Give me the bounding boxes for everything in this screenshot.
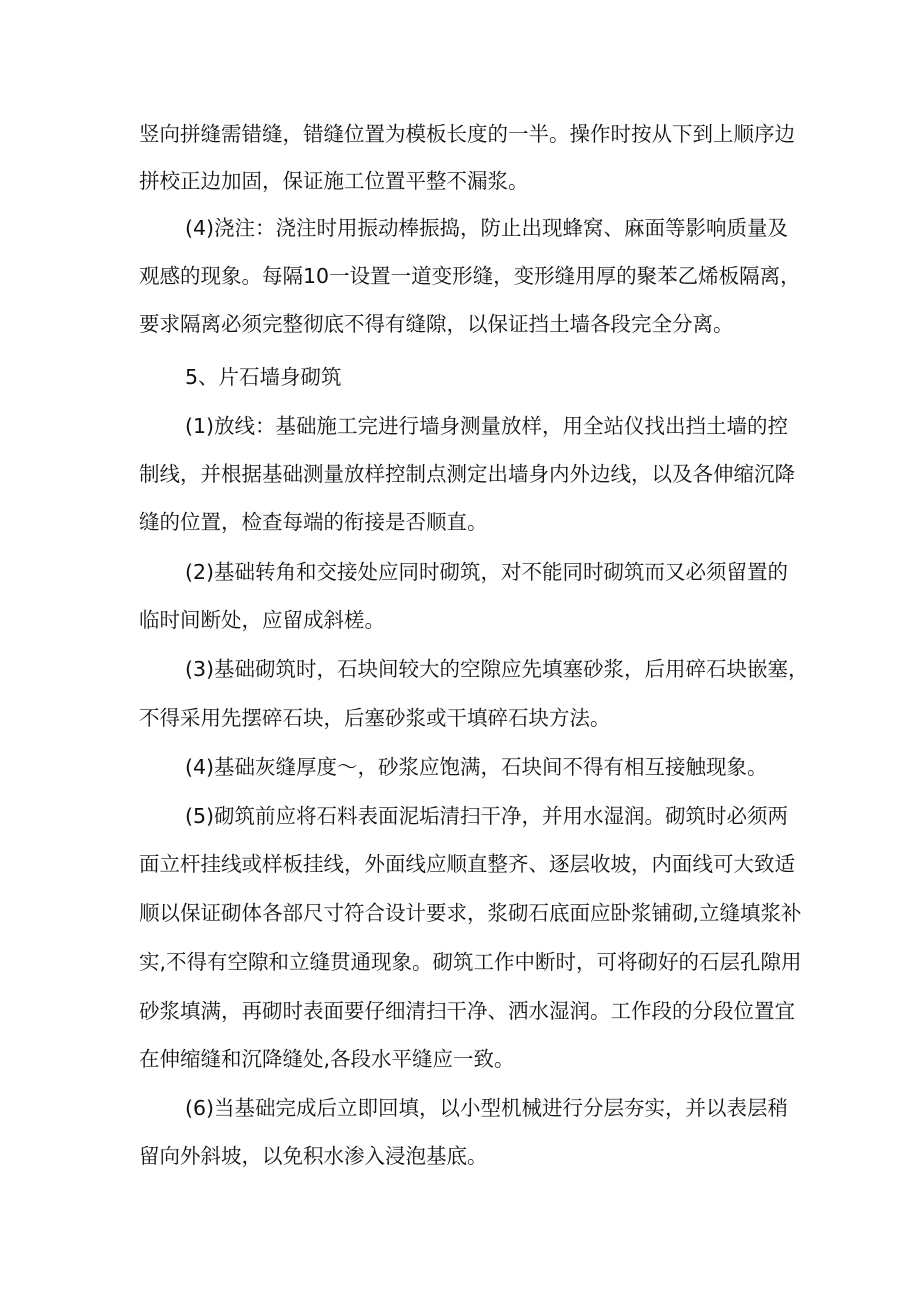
text-line: 顺以保证砌体各部尺寸符合设计要求，浆砌石底面应卧浆铺砌,立缝填浆补 (139, 901, 802, 925)
text-line: (6)当基础完成后立即回填，以小型机械进行分层夯实，并以表层稍 (185, 1096, 789, 1120)
text-line: (4)浇注：浇注时用振动棒振捣，防止出现蜂窝、麻面等影响质量及 (185, 216, 789, 240)
text-line: 拼校正边加固，保证施工位置平整不漏浆。 (139, 169, 529, 193)
text-line: 面立杆挂线或样板挂线，外面线应顺直整齐、逐层收坡，内面线可大致适 (139, 852, 795, 876)
text-line: 制线，并根据基础测量放样控制点测定出墙身内外边线，以及各伸缩沉降 (139, 462, 795, 486)
text-line: (1)放线：基础施工完进行墙身测量放样，用全站仪找出挡土墙的控 (185, 414, 789, 438)
text-line: 缝的位置，检查每端的衔接是否顺直。 (139, 510, 488, 534)
text-line: 实,不得有空隙和立缝贯通现象。砌筑工作中断时，可将砌好的石层孔隙用 (139, 950, 802, 974)
text-line: (5)砌筑前应将石料表面泥垢清扫干净，并用水湿润。砌筑时必须两 (185, 804, 789, 828)
text-line: 留向外斜坡，以免积水渗入浸泡基底。 (139, 1144, 488, 1168)
text-line: 在伸缩缝和沉降缝处,各段水平缝应一致。 (139, 1047, 515, 1071)
text-line: 竖向拼缝需错缝，错缝位置为模板长度的一半。操作时按从下到上顺序边 (139, 122, 795, 146)
text-line: 观感的现象。每隔10一设置一道变形缝，变形缝用厚的聚苯乙烯板隔离， (139, 264, 801, 288)
text-line: 要求隔离必须完整彻底不得有缝隙，以保证挡土墙各段完全分离。 (139, 312, 734, 336)
text-line: 临时间断处，应留成斜槎。 (139, 608, 385, 632)
text-line: 不得采用先摆碎石块，后塞砂浆或干填碎石块方法。 (139, 706, 611, 730)
text-line: 砂浆填满，再砌时表面要仔细清扫干净、洒水湿润。工作段的分段位置宜 (139, 999, 795, 1023)
text-line: (4)基础灰缝厚度〜，砂浆应饱满，石块间不得有相互接触现象。 (185, 755, 768, 779)
section-heading: 5、片石墙身砌筑 (185, 365, 342, 389)
text-line: (3)基础砌筑时，石块间较大的空隙应先填塞砂浆，后用碎石块嵌塞， (185, 657, 809, 681)
text-line: (2)基础转角和交接处应同时砌筑，对不能同时砌筑而又必须留置的 (185, 560, 789, 584)
